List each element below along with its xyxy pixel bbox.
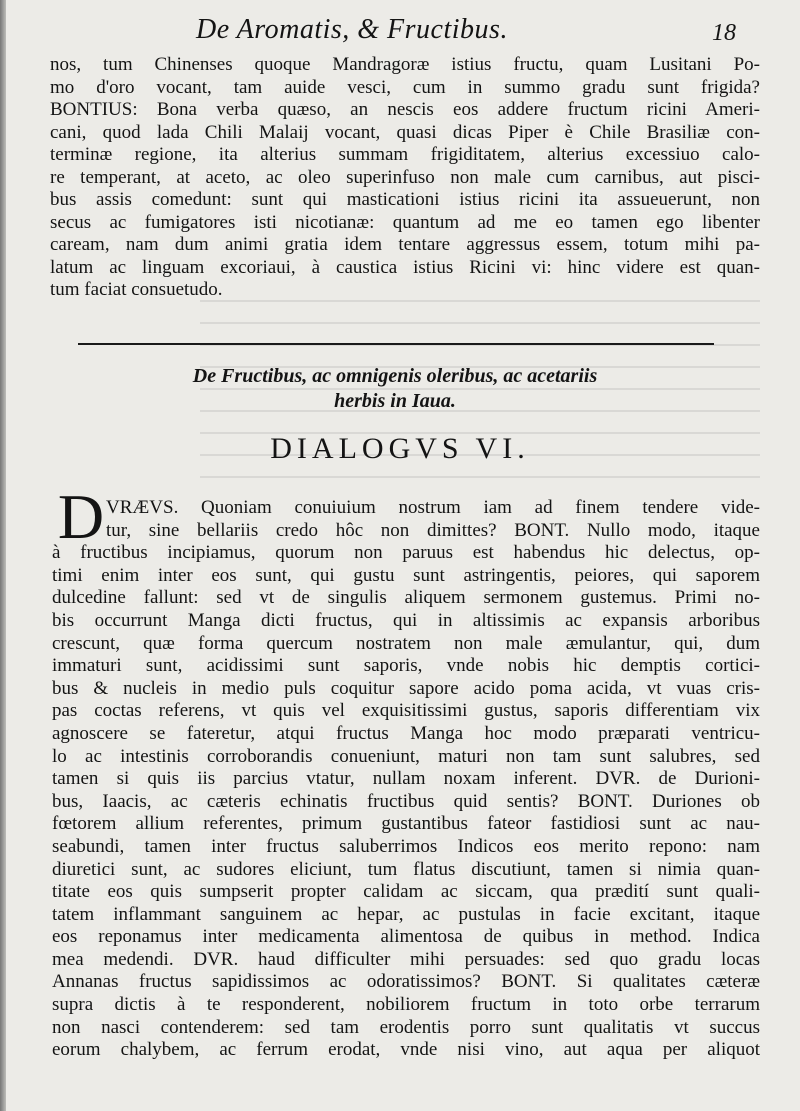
- section-heading: [100, 364, 690, 414]
- dialogue-title: DIALOGVS VI.: [270, 432, 530, 465]
- text-line: cani, quod lada Chili Malaij vocant, quasi dicas Piper è Chile Brasiliæ con-: [50, 121, 760, 143]
- text-line: pas coctas referens, vt quis vel exquisitissimi gustus, saporis differentiam vix: [52, 700, 760, 722]
- text-line: mo d'oro vocant, tam auide vesci, cum in summo gradu sunt frigida?: [50, 76, 760, 98]
- running-head-title: De Aromatis, & Fructibus.: [196, 14, 508, 45]
- text-line: re temperant, at aceto, ac oleo superinfuso non male cum carnibus, aut pisci-: [50, 166, 760, 188]
- text-line: caream, nam dum animi gratia idem tentare aggressus essem, totum mihi pa-: [50, 234, 760, 255]
- text-line: tamen si quis iis parcius vtatur, nullam noxam inferent. DVR. de Durioni-: [52, 768, 760, 790]
- text-line: bis occurrunt Manga dicti fructus, qui in altissimis ac expansis arboribus: [52, 609, 760, 631]
- text-line: mea medendi. DVR. haud difficulter mihi persuades: sed quo gradu locas: [52, 948, 760, 970]
- text-line: bus, Iaacis, ac cæteris echinatis fructibus quid sentis? BONT. Duriones ob: [52, 790, 760, 812]
- text-line: supra dictis à te responderent, nobiliorem fructum in toto orbe terrarum: [52, 994, 760, 1016]
- text-line: latum ac linguam excoriaui, à caustica istius Ricini vi: hinc videre est quan-: [50, 256, 760, 278]
- section-heading-line: herbis in Iaua.: [334, 390, 456, 412]
- text-line: bus & nucleis in medio puls coquitur sapore acido poma acida, vt vuas cris-: [52, 677, 760, 699]
- text-line: tum faciat consuetudo.: [50, 279, 223, 300]
- page-gutter-shadow: [0, 0, 6, 1111]
- paragraph-continued: [50, 54, 760, 302]
- text-line: eos reponamus inter medicamenta alimentosa de quibus in method. Indica: [52, 926, 760, 948]
- text-line: bus assis comedunt: sunt qui masticationi istius ricini ita assueuerunt, non: [50, 189, 760, 210]
- text-line: diuretici sunt, ac sudores eliciunt, tum flatus discutiunt, tamen si nimia quan-: [52, 858, 760, 880]
- dialogue-body: [52, 497, 760, 1062]
- drop-cap-letter: D: [57, 481, 105, 552]
- text-line: tur, sine bellariis credo hôc non dimittes? BONT. Nullo modo, itaque: [106, 519, 760, 541]
- text-line: non nasci contenderem: sed tam erodentis porro sunt qualitatis vt succus: [52, 1016, 760, 1038]
- text-line: titate eos quis sumpserit propter calidam ac siccam, qua prædití sunt quali-: [52, 881, 760, 903]
- page-number: 18: [712, 20, 736, 46]
- text-line: secus ac fumigatores isti nicotianæ: quantum ad me eo tamen ego libenter: [50, 211, 760, 233]
- section-divider-rule: [78, 343, 714, 345]
- text-line: immaturi sunt, acidissimi sunt saporis, vnde nobis hic demptis cortici-: [52, 655, 760, 677]
- text-line: crescunt, quæ forma quercum nostratem non male æmulantur, qui, dum: [52, 632, 760, 654]
- section-heading-line: De Fructibus, ac omnigenis oleribus, ac acetariis: [192, 365, 598, 387]
- text-line: eorum chalybem, ac ferrum erodat, vnde nisi vino, aut aqua per aliquot: [52, 1039, 760, 1061]
- text-line: nos, tum Chinenses quoque Mandragoræ istius fructu, quam Lusitani Po-: [50, 54, 760, 75]
- text-line: dulcedine fallunt: sed vt de singulis aliquem sermonem gustemus. Primi no-: [52, 587, 760, 609]
- text-line: lo ac intestinis corroborandis conueniunt, maturi non tam sunt salubres, sed: [52, 745, 760, 767]
- text-line: timi enim inter eos sunt, qui gustu sunt astringentis, peiores, qui saporem: [52, 564, 760, 586]
- text-line: Annanas fructus sapidissimos ac odoratissimos? BONT. Si qualitates cæteræ: [52, 971, 760, 993]
- text-line: agnoscere se fateretur, atqui fructus Manga hoc modo præparati ventricu-: [52, 722, 760, 744]
- text-line: fœtorem allium referentes, primum gustantibus fateor fastidiosi sunt ac nau-: [52, 813, 760, 835]
- text-line: seabundi, tamen inter fructus saluberrimos Indicos eos merito repono: nam: [52, 835, 760, 857]
- text-line: BONTIUS: Bona verba quæso, an nescis eos addere fructum ricini Ameri-: [50, 99, 760, 120]
- text-line: VRÆVS. Quoniam conuiuium nostrum iam ad finem tendere vide-: [106, 497, 760, 518]
- text-line: terminæ regione, ita alterius summam frigiditatem, alterius excessiuo calo-: [50, 144, 760, 165]
- text-line: tatem inflammant sanguinem ac hepar, ac pustulas in facie excitant, itaque: [52, 903, 760, 925]
- text-line: à fructibus incipiamus, quorum non paruus est habendus hic delectus, op-: [52, 542, 760, 564]
